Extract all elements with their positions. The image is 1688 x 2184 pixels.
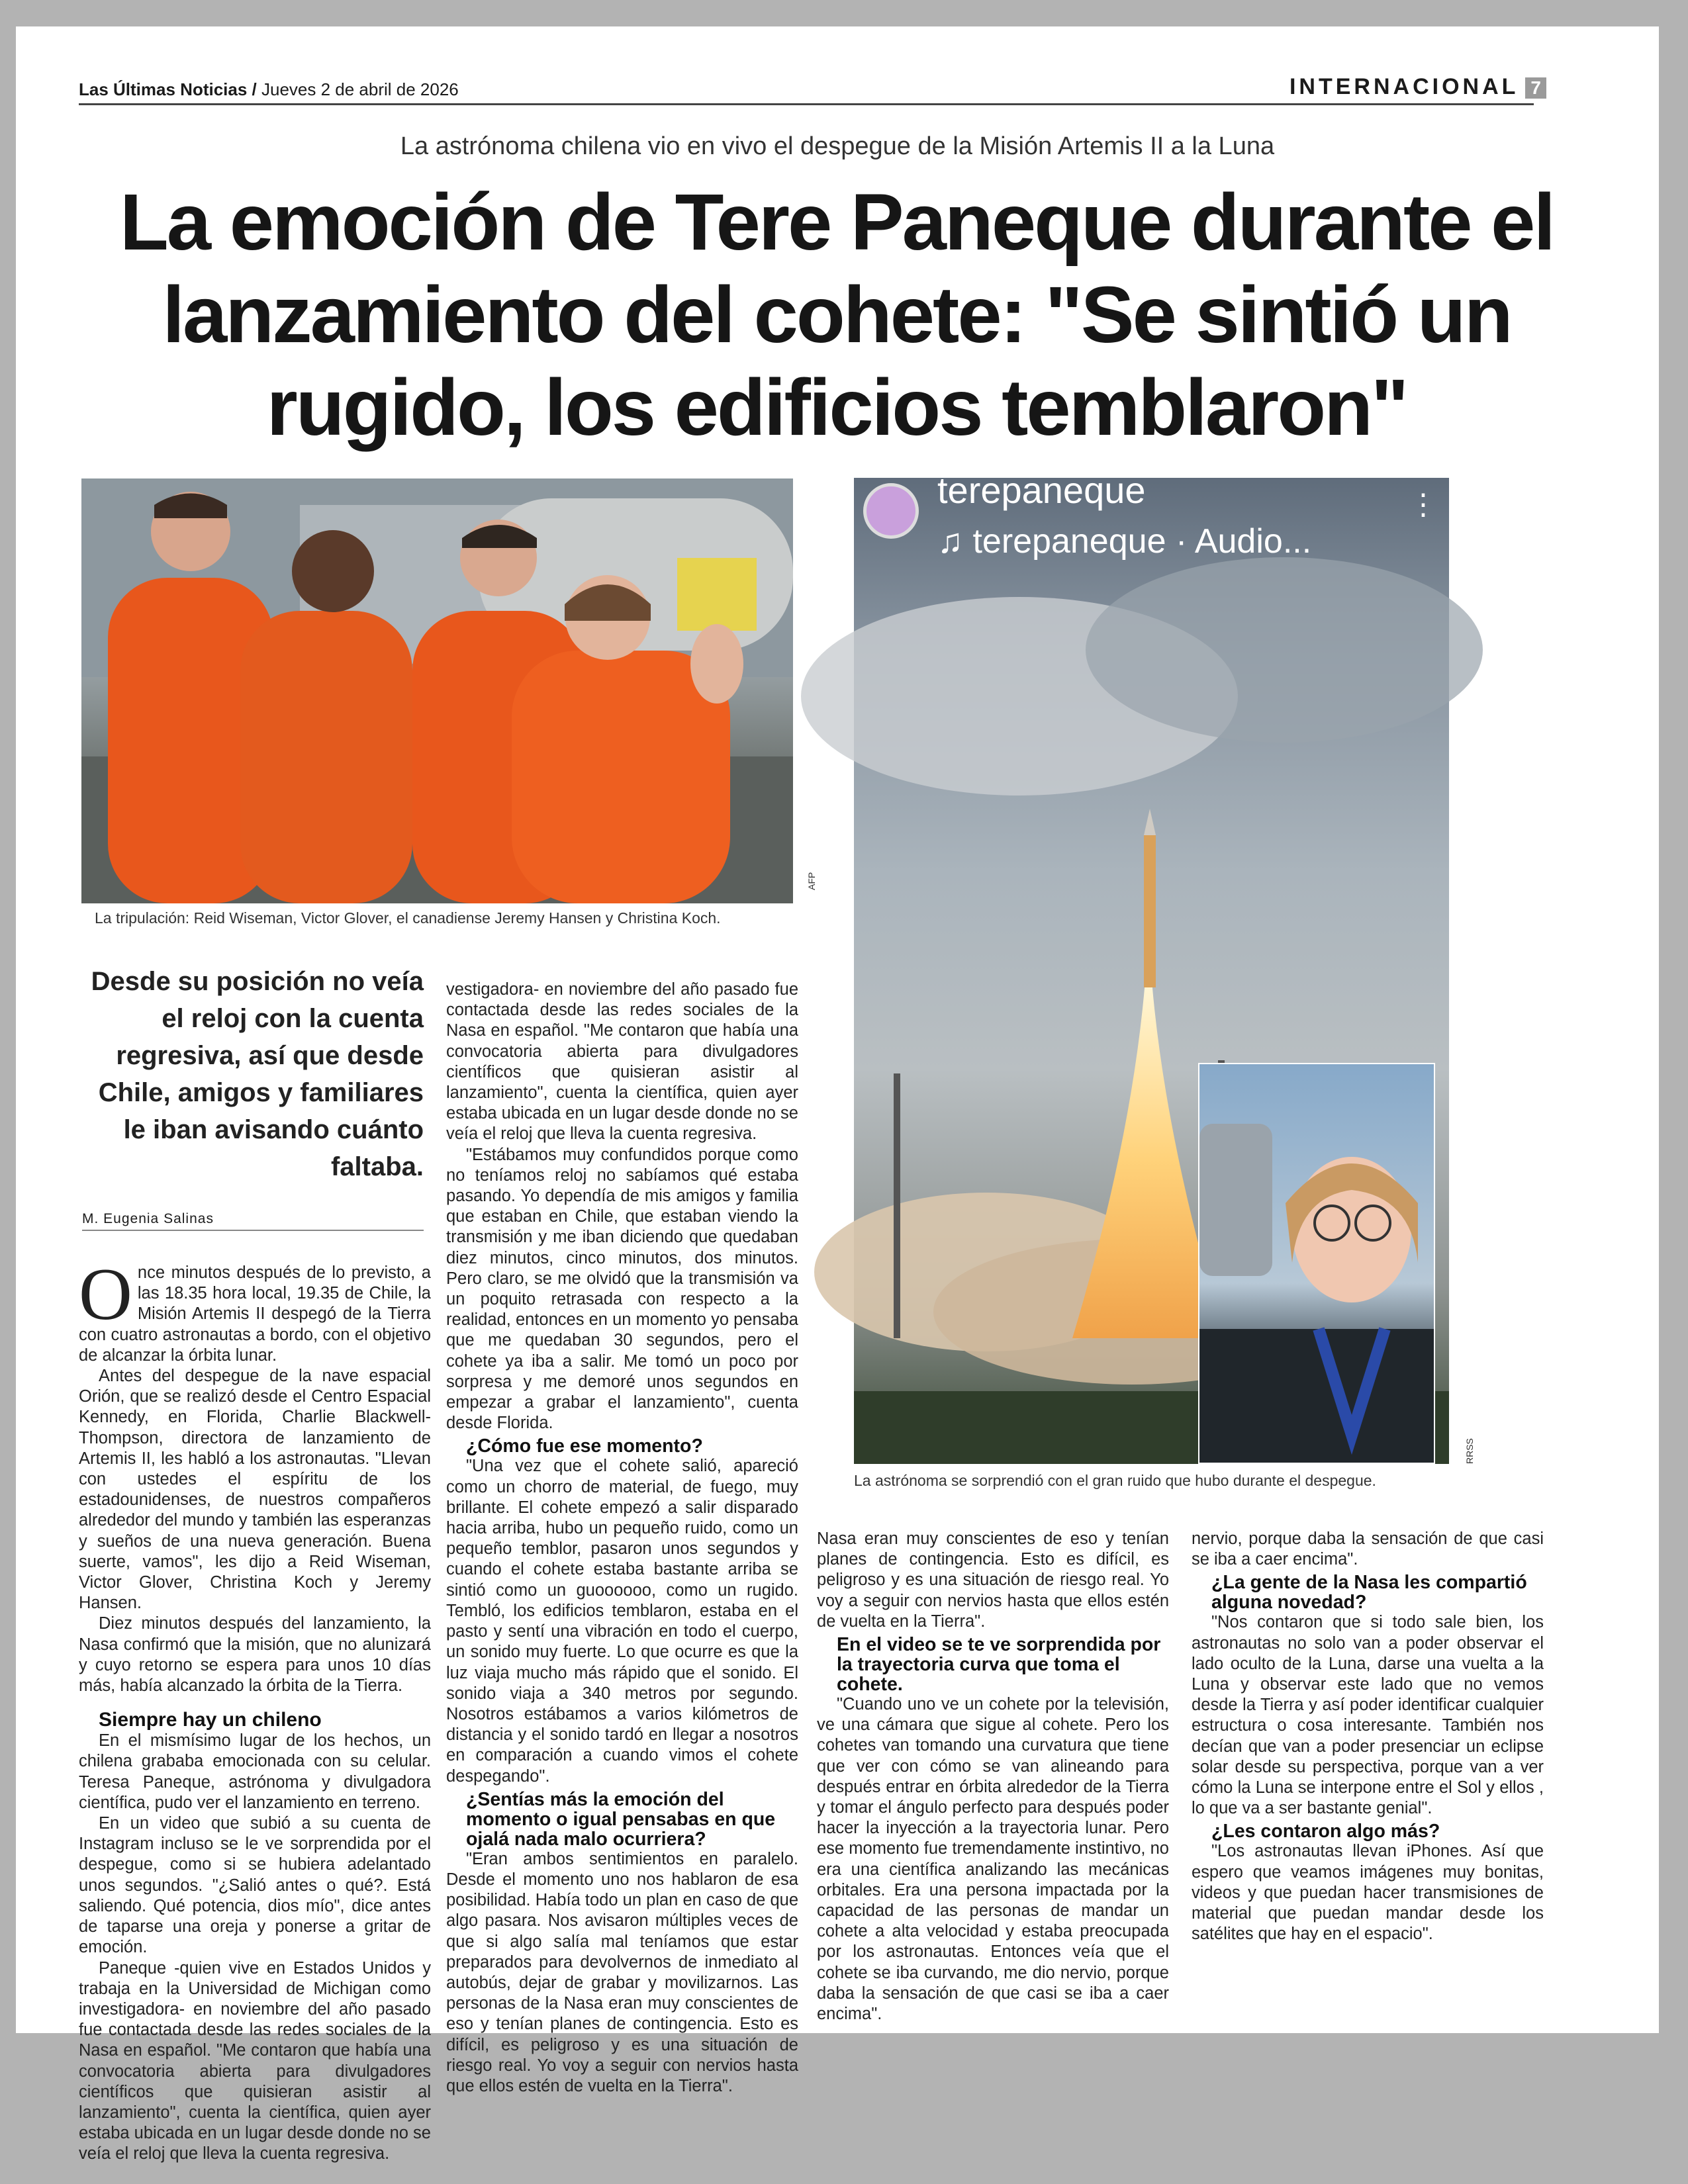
- paragraph: Antes del despegue de la nave espacial Orión, que se realizó desde el Centro Espacial Kennedy, en Florida, Charlie Blackwell-Thompson, directora de lanzamiento de Artemis II, les habló a los astronautas. "Llevan con ustedes el espíritu de los estadounidenses, de nuestros compañeros alrededor del mundo y también las esperanzas y sueños de una nueva generación. Buena suerte, vamos", les dijo a Reid Wiseman, Victor Glover, Christina Koch y Jeremy Hansen.: [79, 1367, 431, 1613]
- article-column-3: [817, 1529, 1169, 2024]
- paragraph: Diez minutos después del lanzamiento, la Nasa confirmó que la misión, que no alunizará y cuyo retorno se espera para unos 10 días más, había alcanzado la órbita de la Tierra.: [79, 1614, 431, 1696]
- pull-quote: Desde su posición no veía el reloj con la cuenta regresiva, así que desde Chile, amigos y familiares le iban avisando cuánto faltaba.: [91, 967, 424, 1181]
- answer: "Nos contaron que si todo sale bien, los astronautas no solo van a poder observar el lado oculto de la Luna, darse una vuelta a la Luna y observar este lado que no vemos desde la Tierra y así poder identificar cualquier estructura o cosa interesante. También nos decían que van a poder presenciar un eclipse solar desde su perspectiva, porque van a ver cómo la Luna se interpone entre el Sol y ellos , lo que va a ser bastante genial".: [1192, 1613, 1544, 1818]
- article-column-2: [446, 979, 798, 2095]
- launch-photo-caption: La astrónoma se sorprendió con el gran ruido que hubo durante el despegue.: [854, 1472, 1376, 1489]
- answer: "Una vez que el cohete salió, apareció como un chorro de material, de fuego, muy brillante. El cohete empezó a salir disparado hacia arriba, hubo un pequeño ruido, como un pequeño temblor, pasaron unos segundos y cuando el cohete estaba bastante arriba se sintió como un guoooooo, como un rugido. Tembló, los edificios temblaron, estaba en el pasto y sentí una vibración en todo el cuerpo, un sonido muy fuerte. Lo que ocurre es que la luz viaja mucho más rápido que el sonido. El sonido viaja a 340 metros por segundo. Nosotros estábamos a varios kilómetros de distancia y el sonido tardó en llegar a nosotros en comparación a cuando vimos el cohete despegando".: [446, 1457, 798, 1786]
- paper-name: Las Últimas Noticias: [79, 79, 248, 99]
- question: ¿Les contaron algo más?: [1211, 1821, 1440, 1843]
- question: ¿Sentías más la emoción del momento o igual pensabas en que ojalá nada malo ocurriera?: [466, 1788, 776, 1850]
- section-name: INTERNACIONAL: [1289, 74, 1519, 99]
- paragraph: Once minutos después de lo previsto, a las 18.35 hora local, 19.35 de Chile, la Misión Artemis II despegó de la Tierra con cuatro astronautas a bordo, con el objetivo de alcanzar la órbita lunar.: [79, 1253, 431, 1365]
- question: En el video se te ve sorprendida por la trayectoria curva que toma el cohete.: [837, 1634, 1161, 1696]
- paragraph: En un video que subió a su cuenta de Instagram incluso se le ve sorprendida por el despegue, como si se hubiera adelantado unos segundos. "¿Salió antes o qué?. Está saliendo. Qué potencia, dios mío", dice antes de taparse una oreja y ponerse a gritar de emoción.: [79, 1814, 431, 1957]
- masthead-rule: [79, 103, 1534, 105]
- crew-photo-caption: La tripulación: Reid Wiseman, Victor Glover, el canadiense Jeremy Hansen y Christina Koch.: [95, 909, 721, 927]
- answer: "Eran ambos sentimientos en paralelo. Desde el momento uno nos hablaron de esa posibilidad. Había todo un plan en caso de que algo pasara. Nos avisaron múltiples veces de que si algo salía mal teníamos que estar preparados para devolvernos de inmediato al autobús, dejar de grabar y movilizarnos. Las personas de la Nasa eran muy conscientes de eso y tenían planes de contingencia. Esto es difícil, es peligroso y es una situación de riesgo real. Yo voy a seguir con nervios hasta que ellos estén de vuelta en la Tierra".: [446, 1849, 798, 2095]
- ig-audio[interactable]: ♫ terepaneque · Audio...: [937, 522, 1312, 561]
- paragraph: "Estábamos muy confundidos porque como no teníamos reloj no sabíamos qué estaba pasando. Yo dependía de mis amigos y familia que estaban en Chile, que estaban viendo la transmisión y me iban diciendo que quedaban diez minutos, cinco minutos, dos minutos. Pero claro, se me olvidó que la transmisión va un poquito retrasada con respecto a la realidad, entonces en un momento yo pensaba que me quedaban 30 segundos, pero el cohete ya iba a salir. Me tomó un poco por sorpresa y me demoré unos segundos en empezar a grabar el lanzamiento", cuenta desde Florida.: [446, 1145, 798, 1433]
- paragraph: nervio, porque daba la sensación de que casi se iba a caer encima".: [1192, 1529, 1544, 1569]
- article-column-1: [79, 1253, 431, 2163]
- question: ¿Cómo fue ese momento?: [466, 1435, 703, 1457]
- section-tag: [1289, 74, 1546, 100]
- byline: M. Eugenia Salinas: [82, 1211, 214, 1226]
- avatar[interactable]: [863, 483, 919, 539]
- newspaper-page: [16, 26, 1659, 2163]
- paragraph: Paneque -quien vive en Estados Unidos y trabaja en la Universidad de Michigan como investigadora- en noviembre del año pasado fue contactada desde las redes sociales de la Nasa en español. "Me contaron que había una convocatoria abierta para divulgadores científicos que quisieran asistir al lanzamiento", cuenta la científica, quien ayer estaba ubicada en un lugar desde donde no se veía el reloj que lleva la cuenta regresiva.: [79, 1958, 431, 2163]
- selfie-inset: [1198, 1063, 1435, 1464]
- article-column-4: [1192, 1529, 1544, 1944]
- paragraph: Nasa eran muy conscientes de eso y tenían planes de contingencia. Esto es difícil, es peligroso y es una situación de riesgo real. Yo voy a seguir con nervios hasta que ellos estén de vuelta en la Tierra".: [817, 1529, 1169, 1631]
- paragraph: En el mismísimo lugar de los hechos, un chilena grababa emocionada con su celular. Teresa Paneque, astrónoma y divulgadora científica, pudo ver el lanzamiento en terreno.: [79, 1731, 431, 1812]
- selfie-illustration: [1199, 1064, 1434, 1463]
- page-number: 7: [1525, 77, 1546, 99]
- question: ¿La gente de la Nasa les compartió alguna novedad?: [1211, 1572, 1527, 1614]
- kicker: La astrónoma chilena vio en vivo el despegue de la Misión Artemis II a la Luna: [400, 132, 1275, 160]
- rocket-body: [1144, 835, 1156, 987]
- answer: "Cuando uno ve un cohete por la televisión, ve una cámara que sigue al cohete. Pero los cohetes van tomando una curvatura que tiene que ver con cómo se van alineando para después entrar en órbita alrededor de la Tierra y tomar el ángulo perfecto para después poder hacer la inyección a la trayectoria lunar. Pero ese momento fue tremendamente instintivo, no era una científica analizando las mecánicas orbitales. Era una persona impactada por la capacidad de las personas de mandar un cohete a alta velocidad y estaba preocupada por los astronautas. Entonces veía que el cohete se iba curvando, me dio nervio, porque daba la sensación de que casi se iba a caer encima".: [817, 1695, 1169, 2024]
- paragraph: vestigadora- en noviembre del año pasado fue contactada desde las redes sociales de la Nasa en español. "Me contaron que había una convocatoria abierta para divulgadores científicos que quisieran asistir al lanzamiento", cuenta la científica, quien ayer estaba ubicada en un lugar desde donde no se veía el reloj que lleva la cuenta regresiva.: [446, 980, 798, 1144]
- headline: La emoción de Tere Paneque durante el lanzamiento del cohete: "Se sintió un rugido, los edificios temblaron": [119, 177, 1554, 452]
- drop-cap: O: [79, 1253, 132, 1336]
- more-options-icon[interactable]: ⋮: [1409, 488, 1438, 521]
- ig-username[interactable]: terepaneque: [937, 469, 1146, 511]
- crew-illustration: [81, 478, 793, 903]
- answer: "Los astronautas llevan iPhones. Así que espero que veamos imágenes muy bonitas, videos y que puedan hacer transmisiones de material que puedan mandar desde los satélites que hay en el espacio".: [1192, 1842, 1544, 1944]
- crew-photo-credit: AFP: [806, 872, 817, 890]
- subhead: Siempre hay un chileno: [99, 1709, 322, 1731]
- byline-rule: [82, 1230, 424, 1231]
- masthead-left: Las Últimas Noticias / Jueves 2 de abril de 2026: [79, 79, 459, 99]
- crew-photo: [81, 478, 793, 903]
- issue-date: Jueves 2 de abril de 2026: [261, 79, 459, 99]
- launch-photo-credit: RRSS: [1464, 1438, 1475, 1464]
